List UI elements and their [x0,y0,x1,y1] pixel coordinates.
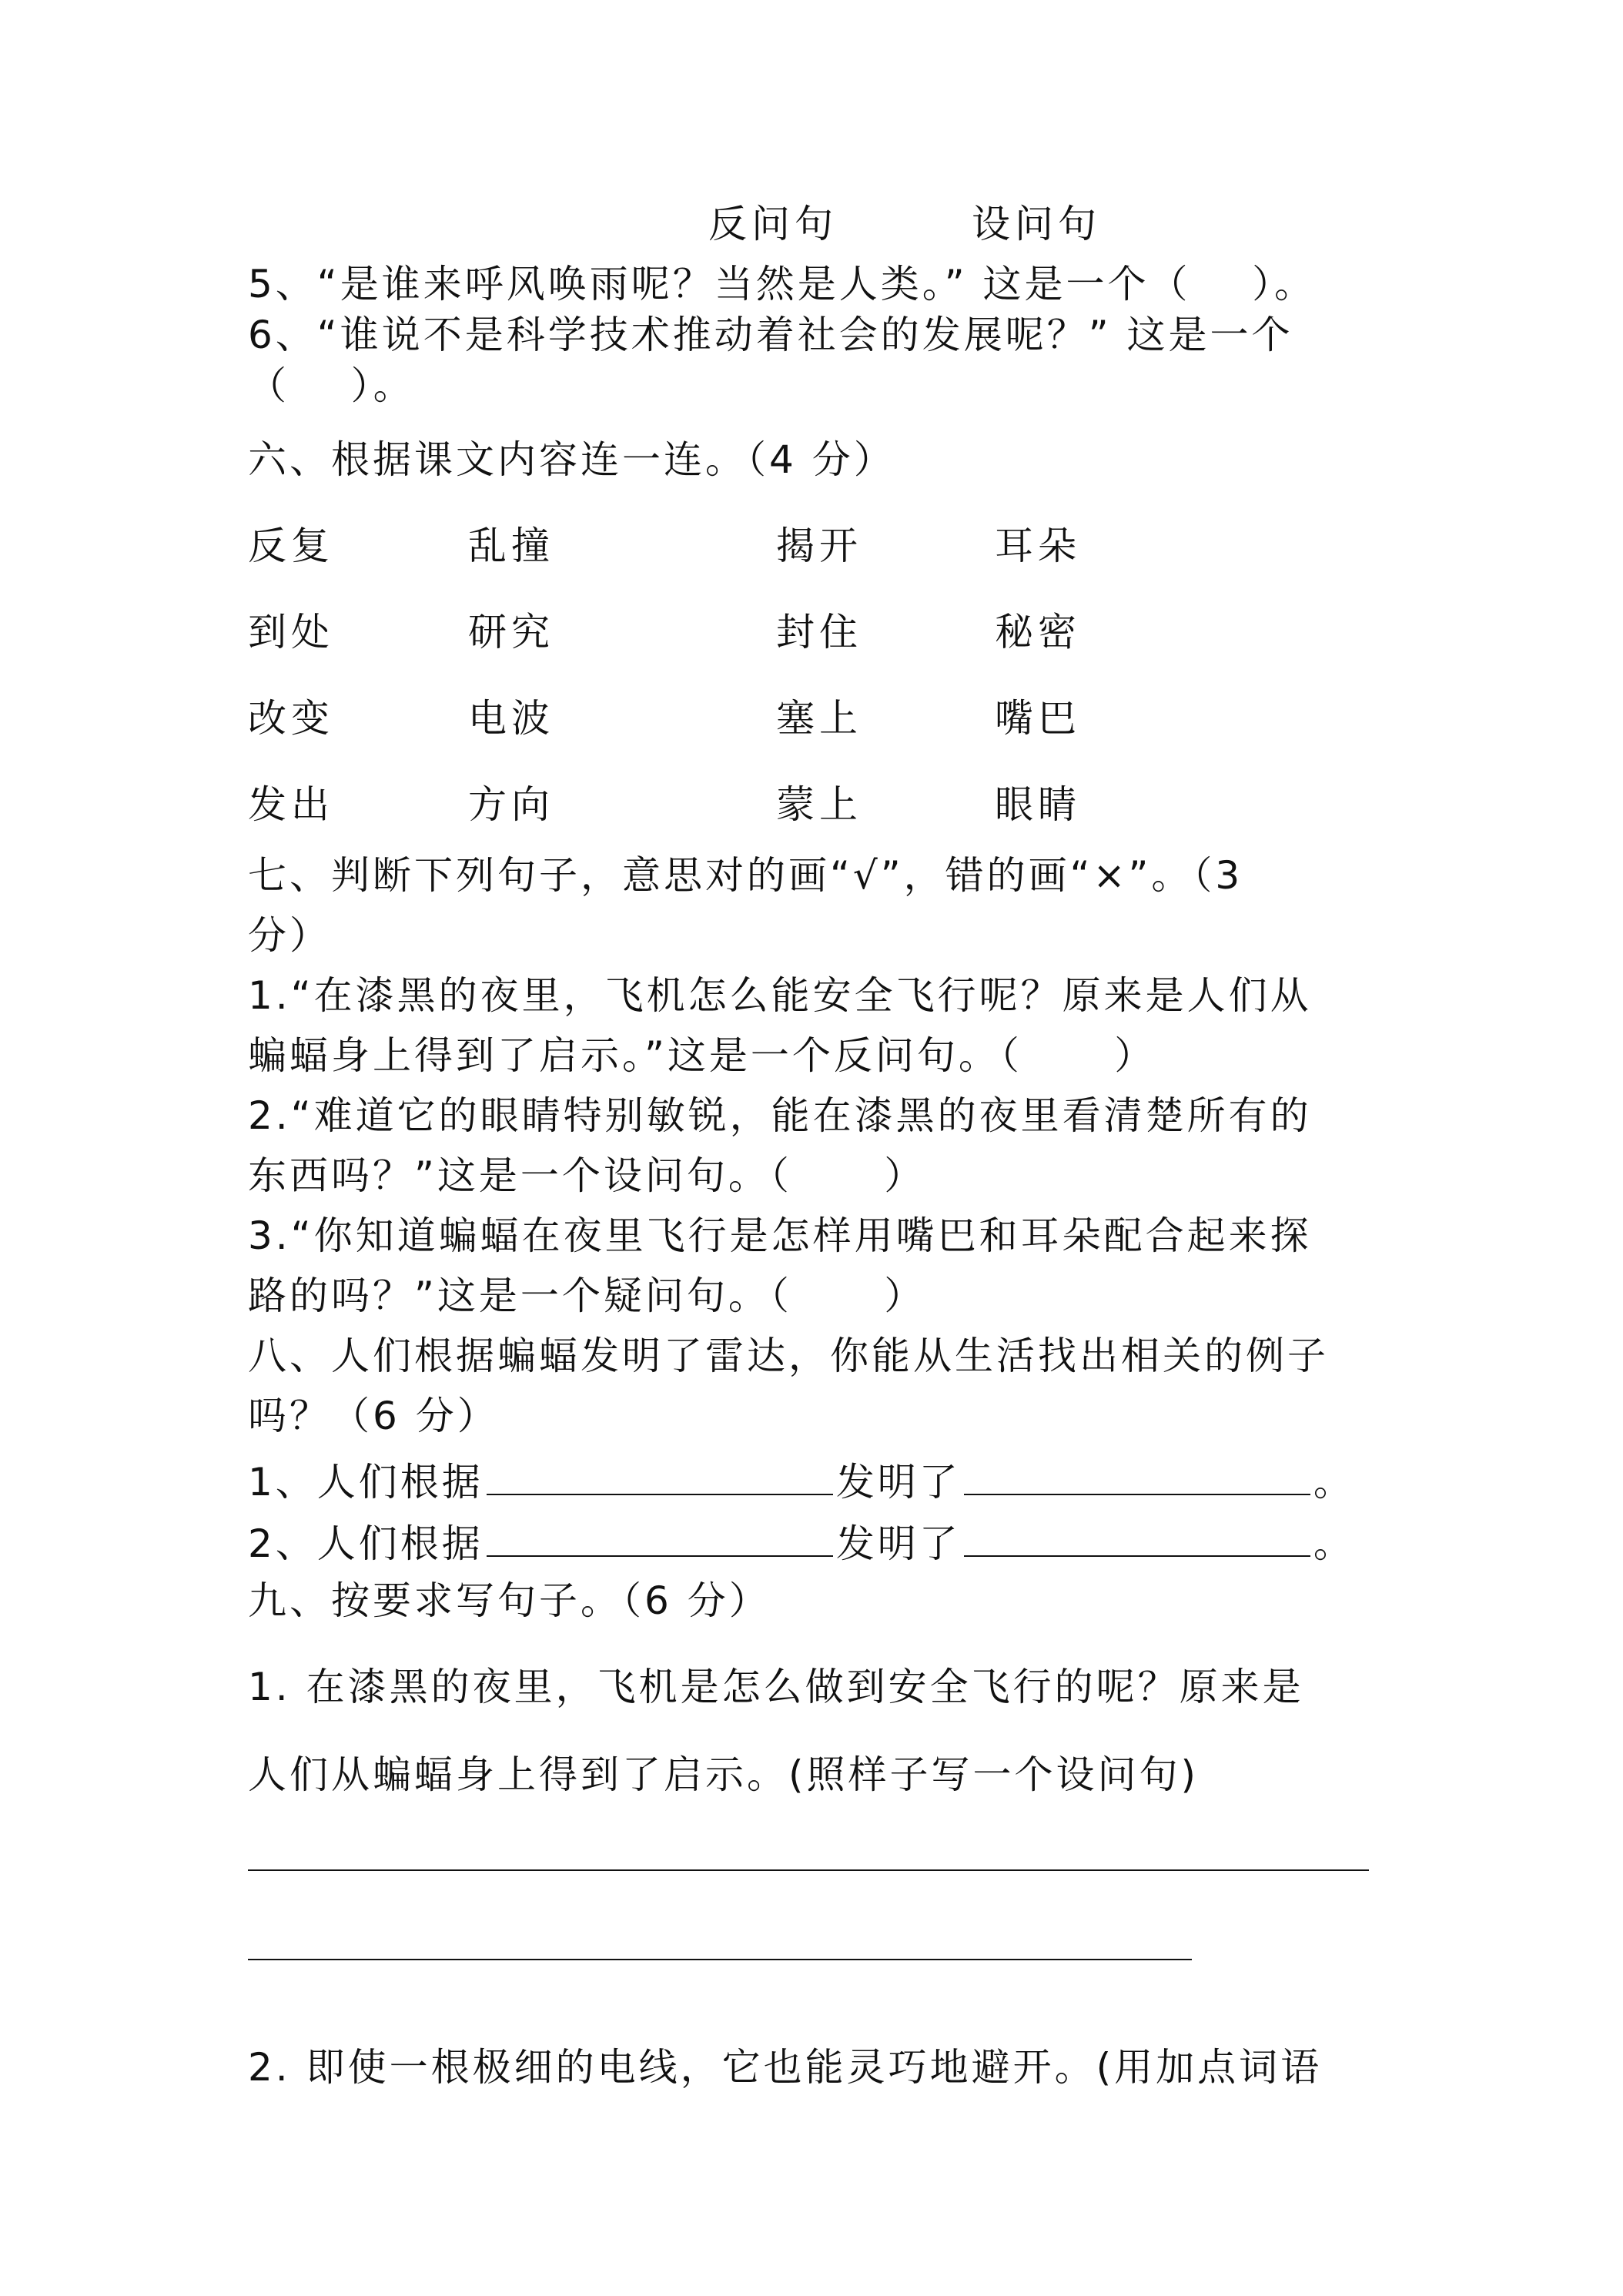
matching-word: 蒙上 [776,782,862,827]
section-8-heading-line2: 吗？（6 分） [248,1394,499,1438]
matching-word: 改变 [248,696,334,741]
answer-blank[interactable] [487,1521,833,1557]
matching-word: 电波 [468,696,554,741]
fill-in-end: 。 [1313,1460,1355,1504]
answer-blank[interactable] [487,1460,833,1495]
question-6-line2: （ ）。 [248,363,415,408]
judgement-item-3-line2: 路的吗？”这是一个疑问句。（ ） [248,1274,926,1318]
matching-word: 到处 [248,610,334,654]
question-5: 5、“是谁来呼风唤雨呢？当然是人类。” 这是一个（ ）。 [248,262,1317,306]
matching-word: 眼睛 [995,782,1081,827]
question-6-line1: 6、“谁说不是科学技术推动着社会的发展呢？” 这是一个 [248,313,1293,357]
answer-line[interactable] [248,1869,1369,1871]
option-rhetorical-question: 反问句 [708,202,838,246]
section-7-heading-line1: 七、判断下列句子，意思对的画“√”，错的画“×”。（3 [248,853,1243,898]
judgement-item-1-line1: 1.“在漆黑的夜里，飞机怎么能安全飞行呢？原来是人们从 [248,973,1312,1018]
answer-blank[interactable] [964,1521,1310,1557]
judgement-item-2-line2: 东西吗？”这是一个设问句。（ ） [248,1153,926,1198]
judgement-item-3-line1: 3.“你知道蝙蝠在夜里飞行是怎样用嘴巴和耳朵配合起来探 [248,1213,1312,1258]
rewrite-item-1-line2: 人们从蝙蝠身上得到了启示。(照样子写一个设问句) [248,1752,1200,1797]
section-6-heading: 六、根据课文内容连一连。（4 分） [248,437,895,482]
section-8-heading-line1: 八、人们根据蝙蝠发明了雷达，你能从生活找出相关的例子 [248,1334,1329,1378]
fill-in-prefix: 2、人们根据 [248,1521,484,1566]
matching-word: 嘴巴 [995,696,1081,741]
matching-word: 方向 [468,782,554,827]
matching-word: 揭开 [776,524,862,568]
answer-blank[interactable] [964,1460,1310,1495]
matching-word: 发出 [248,782,334,827]
rewrite-item-1-line1: 1. 在漆黑的夜里，飞机是怎么做到安全飞行的呢？原来是 [248,1665,1304,1709]
judgement-item-1-line2: 蝙蝠身上得到了启示。”这是一个反问句。（ ） [248,1033,1156,1078]
fill-in-end: 。 [1313,1521,1355,1566]
matching-word: 研究 [468,610,554,654]
matching-word: 耳朵 [995,524,1081,568]
judgement-item-2-line1: 2.“难道它的眼睛特别敏锐，能在漆黑的夜里看清楚所有的 [248,1093,1312,1138]
section-7-heading-line2: 分） [248,913,331,958]
option-self-answered-question: 设问句 [972,202,1101,246]
fill-in-middle: 发明了 [835,1460,961,1504]
answer-line[interactable] [248,1959,1192,1960]
matching-word: 塞上 [776,696,862,741]
section-9-heading: 九、按要求写句子。（6 分） [248,1578,771,1623]
fill-in-item-2 [248,1521,1355,1566]
fill-in-item-1 [248,1460,1355,1504]
fill-in-middle: 发明了 [835,1521,961,1566]
matching-word: 乱撞 [468,524,554,568]
rewrite-item-2-line1: 2. 即使一根极细的电线，它也能灵巧地避开。(用加点词语 [248,2045,1323,2090]
matching-word: 反复 [248,524,334,568]
matching-word: 封住 [776,610,862,654]
fill-in-prefix: 1、人们根据 [248,1460,484,1504]
matching-word: 秘密 [995,610,1081,654]
